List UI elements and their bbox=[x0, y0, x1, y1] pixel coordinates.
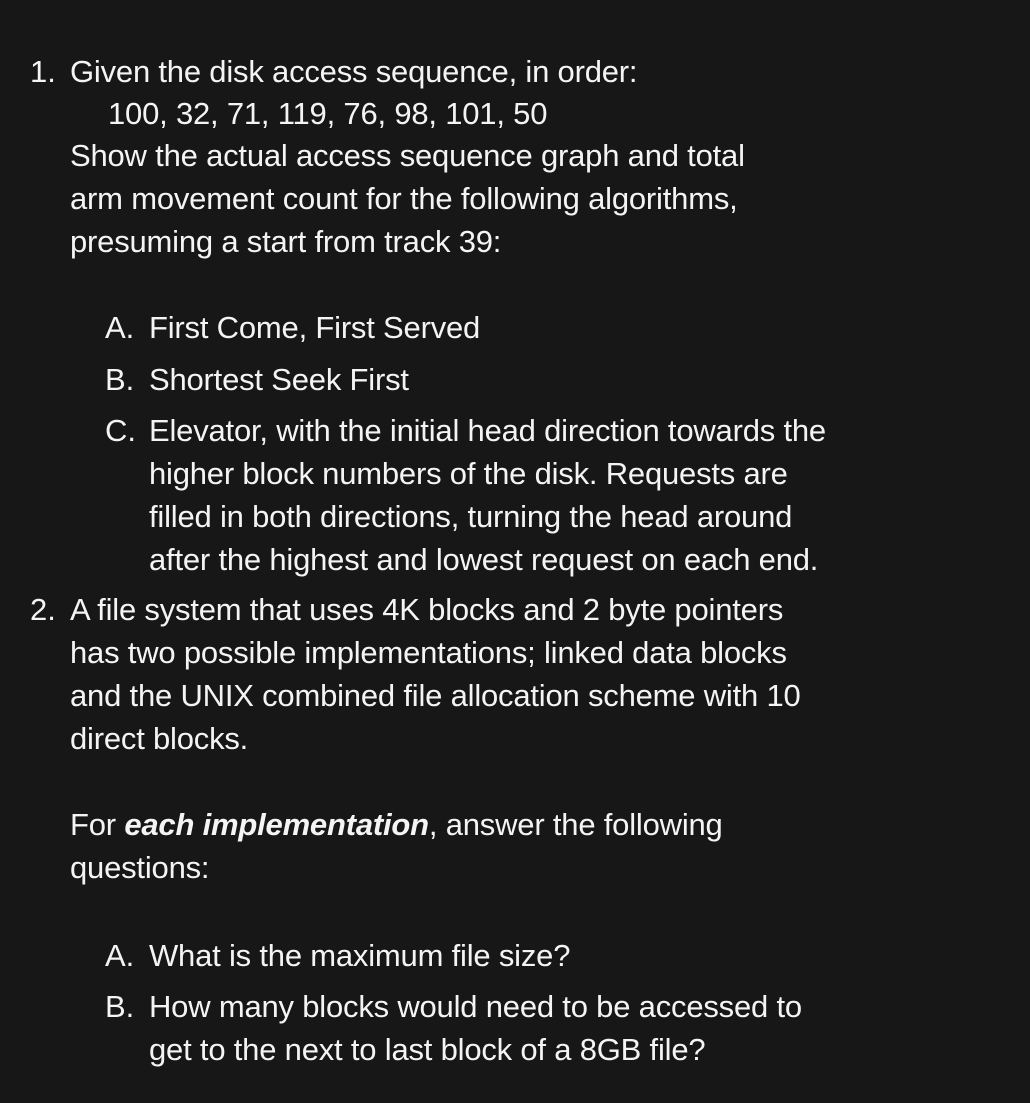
question-1-item-a-text: First Come, First Served bbox=[149, 310, 481, 345]
question-1-item-b-text: Shortest Seek First bbox=[149, 362, 409, 397]
question-2-line-1: A file system that uses 4K blocks and 2 byte pointers bbox=[70, 592, 784, 627]
question-2-line-4: direct blocks. bbox=[70, 721, 249, 756]
question-1-sequence: 100, 32, 71, 119, 76, 98, 101, 50 bbox=[108, 96, 548, 131]
question-2-item-a-letter: A. bbox=[105, 938, 135, 973]
question-1-line-4: arm movement count for the following algorithms, bbox=[70, 181, 738, 216]
question-1-item-c-line-2: higher block numbers of the disk. Requests are bbox=[149, 456, 788, 491]
question-2-item-b-line-2: get to the next to last block of a 8GB file? bbox=[149, 1032, 706, 1067]
question-2-prompt-emphasis: each implementation bbox=[124, 807, 429, 842]
question-2-item-b-line-1: How many blocks would need to be accessed to bbox=[149, 989, 802, 1024]
question-2-number: 2. bbox=[30, 592, 56, 627]
question-1-line-5: presuming a start from track 39: bbox=[70, 224, 502, 259]
question-2-prompt bbox=[70, 803, 723, 846]
question-1-line-3: Show the actual access sequence graph and total bbox=[70, 138, 745, 173]
question-1-number: 1. bbox=[30, 54, 56, 89]
question-1-item-b-letter: B. bbox=[105, 362, 135, 397]
question-1-item-c-line-1: Elevator, with the initial head direction towards the bbox=[149, 413, 826, 448]
question-1-line-1: Given the disk access sequence, in order: bbox=[70, 54, 638, 89]
question-2-prompt-post: , answer the following bbox=[428, 807, 723, 842]
question-1-item-c-line-3: filled in both directions, turning the head around bbox=[149, 499, 793, 534]
question-1-item-c-line-4: after the highest and lowest request on each end. bbox=[149, 542, 819, 577]
question-2-item-b-letter: B. bbox=[105, 989, 135, 1024]
question-2-prompt-line-2: questions: bbox=[70, 850, 210, 885]
question-1-item-c-letter: C. bbox=[105, 413, 136, 448]
question-2-prompt-pre: For bbox=[70, 807, 125, 842]
question-2-item-a-text: What is the maximum file size? bbox=[149, 938, 571, 973]
question-2-line-3: and the UNIX combined file allocation scheme with 10 bbox=[70, 678, 801, 713]
question-1-item-a-letter: A. bbox=[105, 310, 135, 345]
question-2-line-2: has two possible implementations; linked data blocks bbox=[70, 635, 787, 670]
